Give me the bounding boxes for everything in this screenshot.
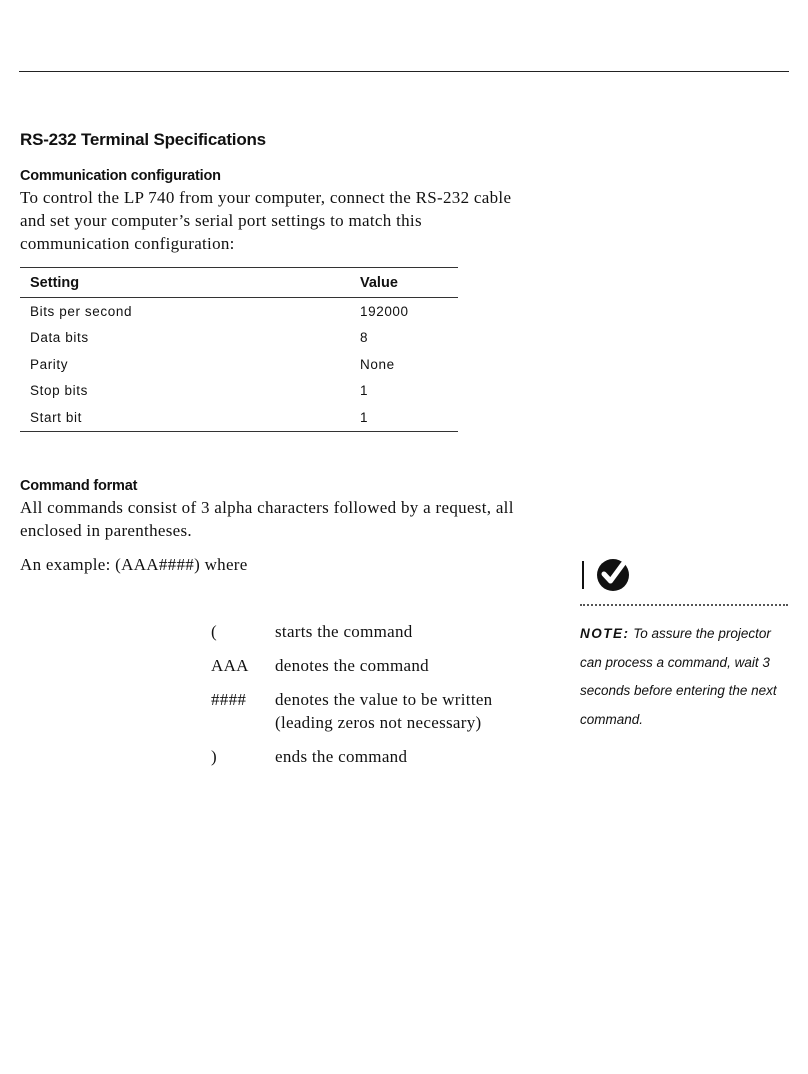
command-example: An example: (AAA####) where [20,555,248,574]
command-symbol: #### [211,690,247,709]
checkmark-circle-icon [596,558,630,592]
list-item [211,620,541,643]
setting-cell: Start bit [30,409,82,425]
list-item [211,688,541,734]
table-row [20,378,458,405]
value-cell: 192000 [360,303,409,319]
communication-table [20,267,458,432]
table-row [20,325,458,352]
note-margin-bar [582,561,584,589]
command-description: denotes the value to be written (leading zeros not necessary) [275,690,493,732]
command-format-section [20,478,520,576]
command-heading: Command format [20,478,138,494]
setting-cell: Bits per second [30,303,133,319]
note-icon-group [580,558,790,592]
command-description: starts the command [275,622,413,641]
section-title: RS-232 Terminal Specifications [20,130,266,149]
communication-intro: To control the LP 740 from your computer, connect the RS-232 cable and set your computer’s serial port settings to match this communication configuration: [20,188,512,253]
value-column-header: Value [360,274,398,291]
header-rule [19,71,789,72]
table-row [20,404,458,431]
value-cell: None [360,356,395,372]
note-divider [580,604,788,606]
table-header-row [20,268,458,298]
list-item [211,654,541,677]
rs232-section [20,130,520,432]
setting-cell: Stop bits [30,383,88,399]
communication-heading: Communication configuration [20,168,221,184]
note-sidebar [580,558,790,734]
value-cell: 1 [360,409,369,425]
list-item [211,745,541,768]
table-row [20,298,458,325]
command-symbol: ) [211,747,217,766]
command-symbol: AAA [211,656,249,675]
value-cell: 1 [360,383,369,399]
setting-column-header: Setting [30,274,80,291]
command-description: denotes the command [275,656,429,675]
setting-cell: Parity [30,356,69,372]
table-row [20,351,458,378]
note-body: To assure the projector can process a command, wait 3 seconds before entering the next command. [580,626,777,727]
value-cell: 8 [360,330,369,346]
command-description: ends the command [275,747,408,766]
note-text [580,620,785,734]
command-symbol-list [211,620,541,779]
note-label: NOTE: [580,626,630,641]
setting-cell: Data bits [30,330,89,346]
command-intro: All commands consist of 3 alpha characters followed by a request, all enclosed in parentheses. [20,498,514,540]
command-symbol: ( [211,622,217,641]
